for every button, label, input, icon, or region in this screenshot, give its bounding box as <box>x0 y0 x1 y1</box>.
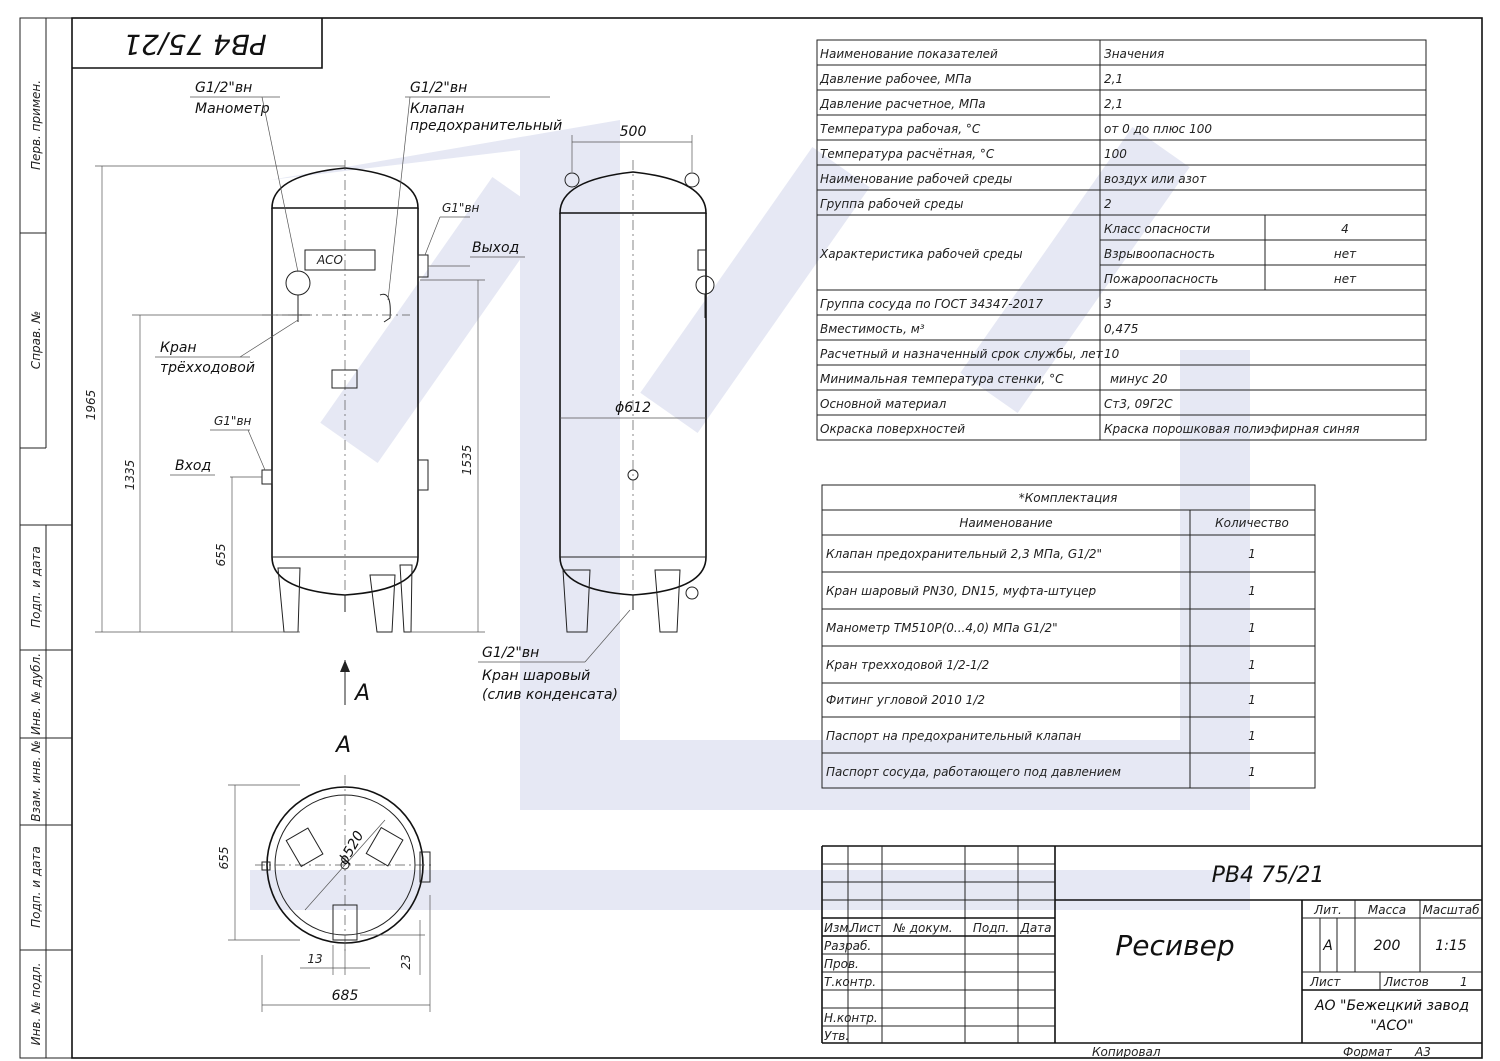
strip-label: Подп. и дата <box>29 846 43 928</box>
drain-label-2: (слив конденсата) <box>482 687 619 703</box>
spec-value: Ст3, 09Г2С <box>1104 397 1173 411</box>
tb-role: Н.контр. <box>824 1011 878 1025</box>
dim-1335: 1335 <box>123 459 137 491</box>
dim-655b: 655 <box>217 846 231 870</box>
kit-item: Кран трехходовой 1/2-1/2 <box>826 658 990 672</box>
tb-sheets: 1 <box>1460 975 1468 989</box>
strip-label: Справ. № <box>29 310 43 370</box>
tb-name: Ресивер <box>1115 929 1235 962</box>
inlet-thread: G1"вн <box>214 414 252 428</box>
spec-value: воздух или азот <box>1104 172 1207 186</box>
strip-label: Перв. примен. <box>29 79 43 171</box>
tb-format: А3 <box>1415 1045 1431 1059</box>
kit-qty: 1 <box>1248 765 1256 779</box>
spec-name: Группа сосуда по ГОСТ 34347-2017 <box>820 297 1044 311</box>
inlet-label: Вход <box>175 458 212 474</box>
kit-item: Паспорт сосуда, работающего под давлением <box>826 765 1121 779</box>
outlet-thread: G1"вн <box>442 201 480 215</box>
tb-scale: 1:15 <box>1435 938 1467 954</box>
spec-medium-name: Взрывоопасность <box>1104 247 1216 261</box>
valve-label-1: Клапан <box>410 101 465 117</box>
spec-name: Вместимость, м³ <box>820 322 925 336</box>
spec-name: Основной материал <box>820 397 947 411</box>
rotated-code-box <box>72 18 322 68</box>
dim-520: ϕ520 <box>335 828 368 868</box>
rotated-code: РВ4 75/21 <box>123 28 267 61</box>
spec-medium-name: Пожароопасность <box>1104 272 1219 286</box>
tb-role: Утв. <box>824 1029 850 1043</box>
spec-value: 100 <box>1104 147 1127 161</box>
dim-612: ϕ612 <box>615 400 651 416</box>
kit-qty: 1 <box>1248 584 1256 598</box>
tb-col: Изм. <box>824 921 853 935</box>
dim-685: 685 <box>331 988 359 1004</box>
strip-label: Взам. инв. № <box>29 740 43 822</box>
view-a-arrow-label: А <box>355 681 371 706</box>
tb-role: Пров. <box>824 957 859 971</box>
tb-role: Т.контр. <box>824 975 877 989</box>
specs-header-value: Значения <box>1104 47 1165 61</box>
kit-qty: 1 <box>1248 729 1256 743</box>
tap-label-2: трёхходовой <box>160 360 255 376</box>
spec-value: 2,1 <box>1104 97 1124 111</box>
spec-name: Температура рабочая, °С <box>820 122 981 136</box>
tb-col: Дата <box>1020 921 1052 935</box>
kit-header-name: Наименование <box>959 516 1053 530</box>
tb-lit-label: Лит. <box>1314 903 1342 917</box>
kit-qty: 1 <box>1248 547 1256 561</box>
kit-qty: 1 <box>1248 658 1256 672</box>
spec-value: 3 <box>1104 297 1112 311</box>
specs-header-name: Наименование показателей <box>820 47 998 61</box>
dim-23: 23 <box>399 954 413 970</box>
tb-sheets-label: Листов <box>1384 975 1429 989</box>
tb-lit: А <box>1323 938 1333 954</box>
dim-1965: 1965 <box>84 389 98 421</box>
spec-medium-label: Характеристика рабочей среды <box>820 247 1023 261</box>
kit-item: Фитинг угловой 2010 1/2 <box>826 693 985 707</box>
spec-value: 10 <box>1104 347 1120 361</box>
spec-name: Давление расчетное, МПа <box>820 97 986 111</box>
kit-item: Клапан предохранительный 2,3 МПа, G1/2" <box>826 547 1103 561</box>
tb-col: Лист <box>850 921 881 935</box>
view-a-title: А <box>336 733 352 758</box>
kit-item: Манометр ТМ510Р(0...4,0) МПа G1/2" <box>826 621 1058 635</box>
tb-role: Разраб. <box>824 939 872 953</box>
spec-name: Температура расчётная, °С <box>820 147 995 161</box>
spec-name: Расчетный и назначенный срок службы, лет <box>820 347 1103 361</box>
kit-item: Паспорт на предохранительный клапан <box>826 729 1082 743</box>
spec-value: 2 <box>1104 197 1112 211</box>
spec-name: Группа рабочей среды <box>820 197 964 211</box>
kit-qty: 1 <box>1248 693 1256 707</box>
front-dimensions <box>84 166 485 632</box>
logo-text: АСО <box>316 253 344 267</box>
tb-col: № докум. <box>893 921 953 935</box>
spec-value: 2,1 <box>1104 72 1124 86</box>
valve-label-2: предохранительный <box>410 118 563 134</box>
dim-500: 500 <box>619 124 647 140</box>
tb-org-2: "АСО" <box>1370 1018 1414 1034</box>
spec-value: 0,475 <box>1104 322 1139 336</box>
strip-label: Инв. № дубл. <box>29 652 43 736</box>
spec-name: Минимальная температура стенки, °С <box>820 372 1064 386</box>
dim-1535: 1535 <box>460 444 474 476</box>
dim-13: 13 <box>307 952 323 966</box>
kit-header-qty: Количество <box>1215 516 1289 530</box>
tap-label-1: Кран <box>160 340 197 356</box>
tb-code: РВ4 75/21 <box>1211 863 1325 888</box>
drain-label-1: Кран шаровый <box>482 668 591 684</box>
tb-copied: Копировал <box>1092 1045 1161 1059</box>
valve-thread: G1/2"вн <box>410 80 468 96</box>
spec-value: от 0 до плюс 100 <box>1104 122 1212 136</box>
spec-medium-value: нет <box>1333 272 1357 286</box>
tb-mass: 200 <box>1373 938 1401 954</box>
manometer-label: Манометр <box>195 101 270 117</box>
spec-medium-value: 4 <box>1341 222 1349 236</box>
manometer-shape <box>286 271 310 295</box>
kit-qty: 1 <box>1248 621 1256 635</box>
spec-name: Окраска поверхностей <box>820 422 965 436</box>
kit-title: *Комплектация <box>1018 491 1118 505</box>
tb-col: Подп. <box>972 921 1010 935</box>
tb-sheet-label: Лист <box>1310 975 1341 989</box>
drain-thread: G1/2"вн <box>482 645 540 661</box>
spec-name: Давление рабочее, МПа <box>820 72 972 86</box>
manometer-thread: G1/2"вн <box>195 80 253 96</box>
outlet-label: Выход <box>472 240 520 256</box>
spec-value: Краска порошковая полиэфирная синяя <box>1104 422 1360 436</box>
specs-table <box>817 40 1426 440</box>
tb-scale-label: Масштаб <box>1422 903 1480 917</box>
kit-item: Кран шаровый PN30, DN15, муфта-штуцер <box>826 584 1097 598</box>
tb-mass-label: Масса <box>1367 903 1407 917</box>
spec-medium-name: Класс опасности <box>1104 222 1211 236</box>
tb-format-label: Формат <box>1343 1045 1392 1059</box>
strip-label: Подп. и дата <box>29 546 43 628</box>
strip-label: Инв. № подл. <box>29 962 43 1046</box>
tb-org-1: АО "Бежецкий завод <box>1314 998 1470 1014</box>
spec-name: Наименование рабочей среды <box>820 172 1013 186</box>
dim-655: 655 <box>214 543 228 567</box>
left-strip <box>20 18 72 1058</box>
spec-value: минус 20 <box>1110 372 1168 386</box>
spec-medium-value: нет <box>1333 247 1357 261</box>
